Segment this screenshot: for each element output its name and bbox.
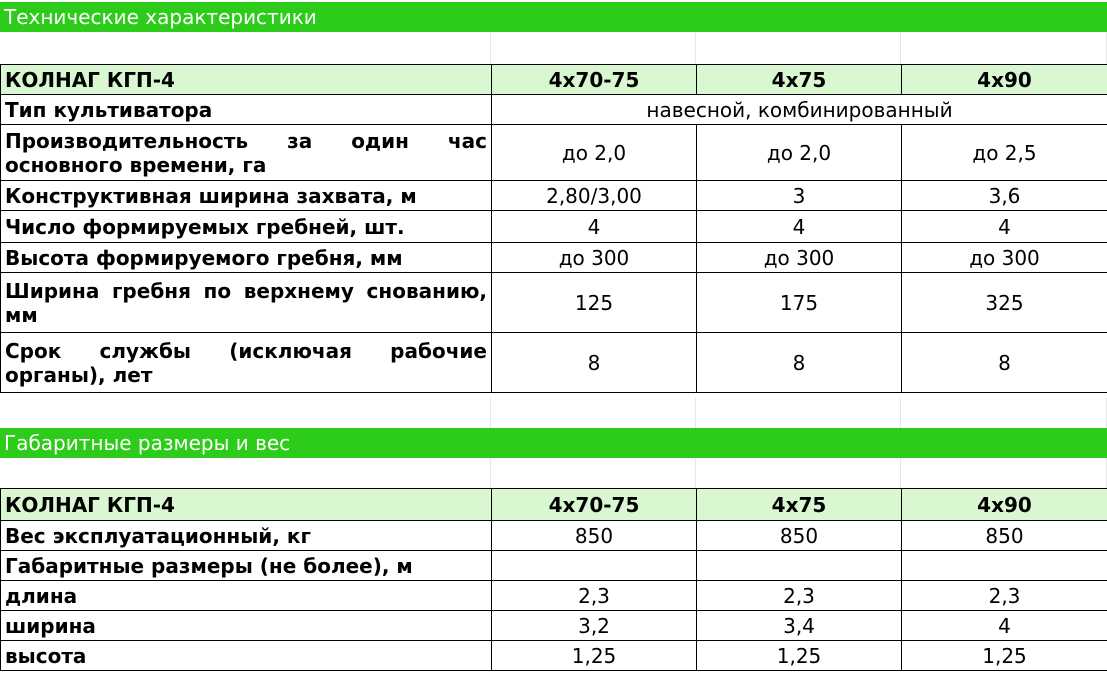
cell-value: 8 bbox=[697, 333, 902, 393]
header-product-label: КОЛНАГ КГП-4 bbox=[1, 489, 492, 521]
header-model-1: 4х70-75 bbox=[492, 65, 697, 95]
cell-value bbox=[697, 551, 902, 581]
cell-value: до 300 bbox=[492, 243, 697, 273]
spacer-row bbox=[0, 458, 1107, 488]
cell-value: 4 bbox=[697, 211, 902, 243]
table-row bbox=[1, 333, 1107, 393]
cell-value: 125 bbox=[492, 273, 697, 333]
cell-value: 175 bbox=[697, 273, 902, 333]
specs-table bbox=[0, 64, 1107, 393]
cell-value: 4 bbox=[902, 211, 1107, 243]
cell-value: 8 bbox=[492, 333, 697, 393]
cultivator-type-value: навесной, комбинированный bbox=[492, 95, 1107, 125]
row-label: Конструктивная ширина захвата, м bbox=[1, 181, 492, 211]
row-label: Число формируемых гребней, шт. bbox=[1, 211, 492, 243]
table-row bbox=[1, 551, 1107, 581]
cell-value: 4 bbox=[492, 211, 697, 243]
cell-value: 2,3 bbox=[902, 581, 1107, 611]
header-model-1: 4х70-75 bbox=[492, 489, 697, 521]
header-product-label: КОЛНАГ КГП-4 bbox=[1, 65, 492, 95]
row-label: ширина bbox=[1, 611, 492, 641]
table-row bbox=[1, 273, 1107, 333]
table-row bbox=[1, 611, 1107, 641]
cell-value bbox=[492, 551, 697, 581]
row-label: Производительность за один час основного времени, га bbox=[1, 125, 492, 181]
cell-value: 3 bbox=[697, 181, 902, 211]
row-label: Габаритные размеры (не более), м bbox=[1, 551, 492, 581]
cell-value: до 2,0 bbox=[492, 125, 697, 181]
spacer-row bbox=[0, 32, 1107, 64]
table-row bbox=[1, 125, 1107, 181]
cell-value: до 300 bbox=[902, 243, 1107, 273]
cell-value: 3,6 bbox=[902, 181, 1107, 211]
spacer-row bbox=[0, 398, 1107, 428]
cell-value: 1,25 bbox=[697, 641, 902, 671]
table-row bbox=[1, 211, 1107, 243]
cell-value: до 2,0 bbox=[697, 125, 902, 181]
table-row bbox=[1, 95, 1107, 125]
cell-value: 2,80/3,00 bbox=[492, 181, 697, 211]
cell-value: 2,3 bbox=[492, 581, 697, 611]
cell-value: 1,25 bbox=[902, 641, 1107, 671]
header-model-2: 4х75 bbox=[697, 65, 902, 95]
cell-value: 1,25 bbox=[492, 641, 697, 671]
cell-value: до 2,5 bbox=[902, 125, 1107, 181]
row-label: высота bbox=[1, 641, 492, 671]
table-row bbox=[1, 181, 1107, 211]
row-label: Тип культиватора bbox=[1, 95, 492, 125]
cell-value: 4 bbox=[902, 611, 1107, 641]
section-title-specs: Технические характеристики bbox=[0, 2, 1107, 32]
row-label: Вес эксплуатационный, кг bbox=[1, 521, 492, 551]
row-label: Высота формируемого гребня, мм bbox=[1, 243, 492, 273]
dimensions-table bbox=[0, 488, 1107, 671]
header-model-2: 4х75 bbox=[697, 489, 902, 521]
table-header-row bbox=[1, 489, 1107, 521]
header-model-3: 4х90 bbox=[902, 489, 1107, 521]
table-row bbox=[1, 641, 1107, 671]
section-title-dimensions: Габаритные размеры и вес bbox=[0, 428, 1107, 458]
cell-value: до 300 bbox=[697, 243, 902, 273]
table-row bbox=[1, 581, 1107, 611]
cell-value: 850 bbox=[697, 521, 902, 551]
cell-value: 325 bbox=[902, 273, 1107, 333]
row-label: Ширина гребня по верхнему снованию, мм bbox=[1, 273, 492, 333]
cell-value: 3,4 bbox=[697, 611, 902, 641]
table-row bbox=[1, 243, 1107, 273]
cell-value: 850 bbox=[902, 521, 1107, 551]
row-label: Срок службы (исключая рабочие органы), лет bbox=[1, 333, 492, 393]
cell-value bbox=[902, 551, 1107, 581]
cell-value: 850 bbox=[492, 521, 697, 551]
cell-value: 8 bbox=[902, 333, 1107, 393]
header-model-3: 4х90 bbox=[902, 65, 1107, 95]
cell-value: 3,2 bbox=[492, 611, 697, 641]
table-header-row bbox=[1, 65, 1107, 95]
cell-value: 2,3 bbox=[697, 581, 902, 611]
table-row bbox=[1, 521, 1107, 551]
row-label: длина bbox=[1, 581, 492, 611]
